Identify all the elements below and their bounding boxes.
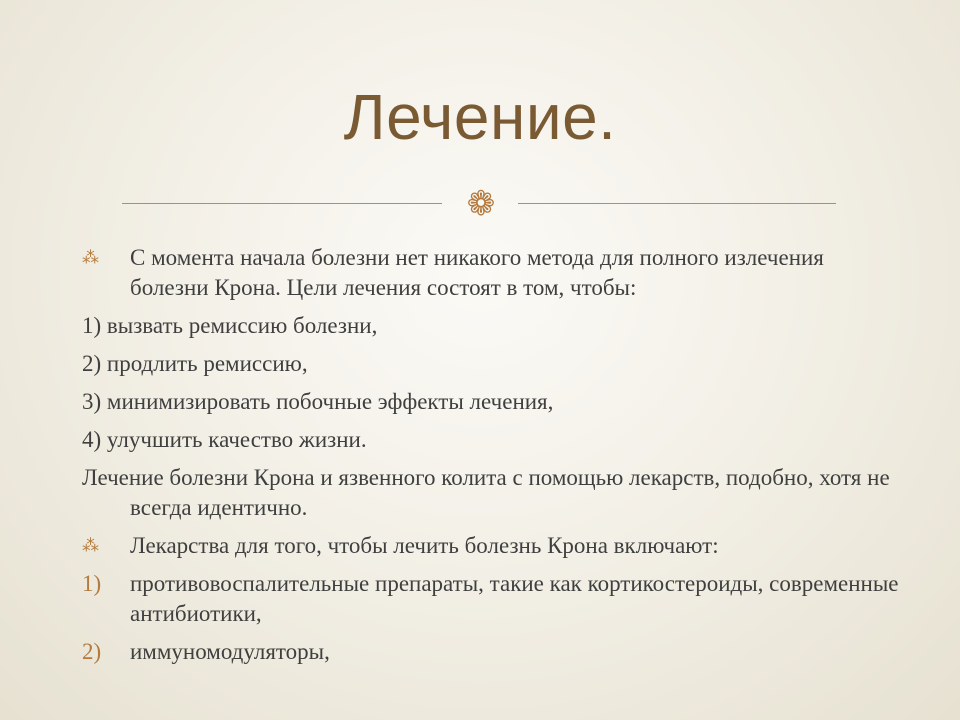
numbered-item [82, 637, 902, 667]
divider-line-left [122, 203, 442, 204]
list-item [82, 311, 902, 341]
list-item-text: противовоспалительные препараты, такие как кортикостероиды, современные антибиотики, [130, 571, 899, 626]
list-item-text: Лекарства для того, чтобы лечить болезнь Крона включают: [130, 533, 719, 558]
list-item [82, 349, 902, 379]
list-item [82, 243, 902, 303]
list-item-text: 4) улучшить качество жизни. [82, 427, 367, 452]
list-item [82, 387, 902, 417]
ornament-icon: ❁ [466, 184, 496, 224]
slide-body [82, 243, 902, 675]
title-divider [122, 185, 836, 223]
list-item-text: 1) вызвать ремиссию болезни, [82, 313, 378, 338]
list-item-text: иммуномодуляторы, [130, 639, 330, 664]
divider-line-right [518, 203, 836, 204]
bullet-icon: ⁂ [82, 248, 99, 268]
list-item-text: 2) продлить ремиссию, [82, 351, 308, 376]
list-item [82, 463, 902, 523]
list-item-text: 3) минимизировать побочные эффекты лечения, [82, 389, 554, 414]
list-item-text: Лечение болезни Крона и язвенного колита с помощью лекарств, подобно, хотя не всегда идентично. [82, 465, 890, 520]
slide-title: Лечение. [343, 81, 617, 153]
list-item-text: С момента начала болезни нет никакого метода для полного излечения болезни Крона. Цели лечения состоят в том, чтобы: [130, 245, 824, 300]
list-item [82, 531, 902, 561]
number-marker: 1) [82, 571, 102, 596]
bullet-icon: ⁂ [82, 536, 99, 556]
list-item [82, 425, 902, 455]
number-marker: 2) [82, 639, 102, 664]
numbered-item [82, 569, 902, 629]
